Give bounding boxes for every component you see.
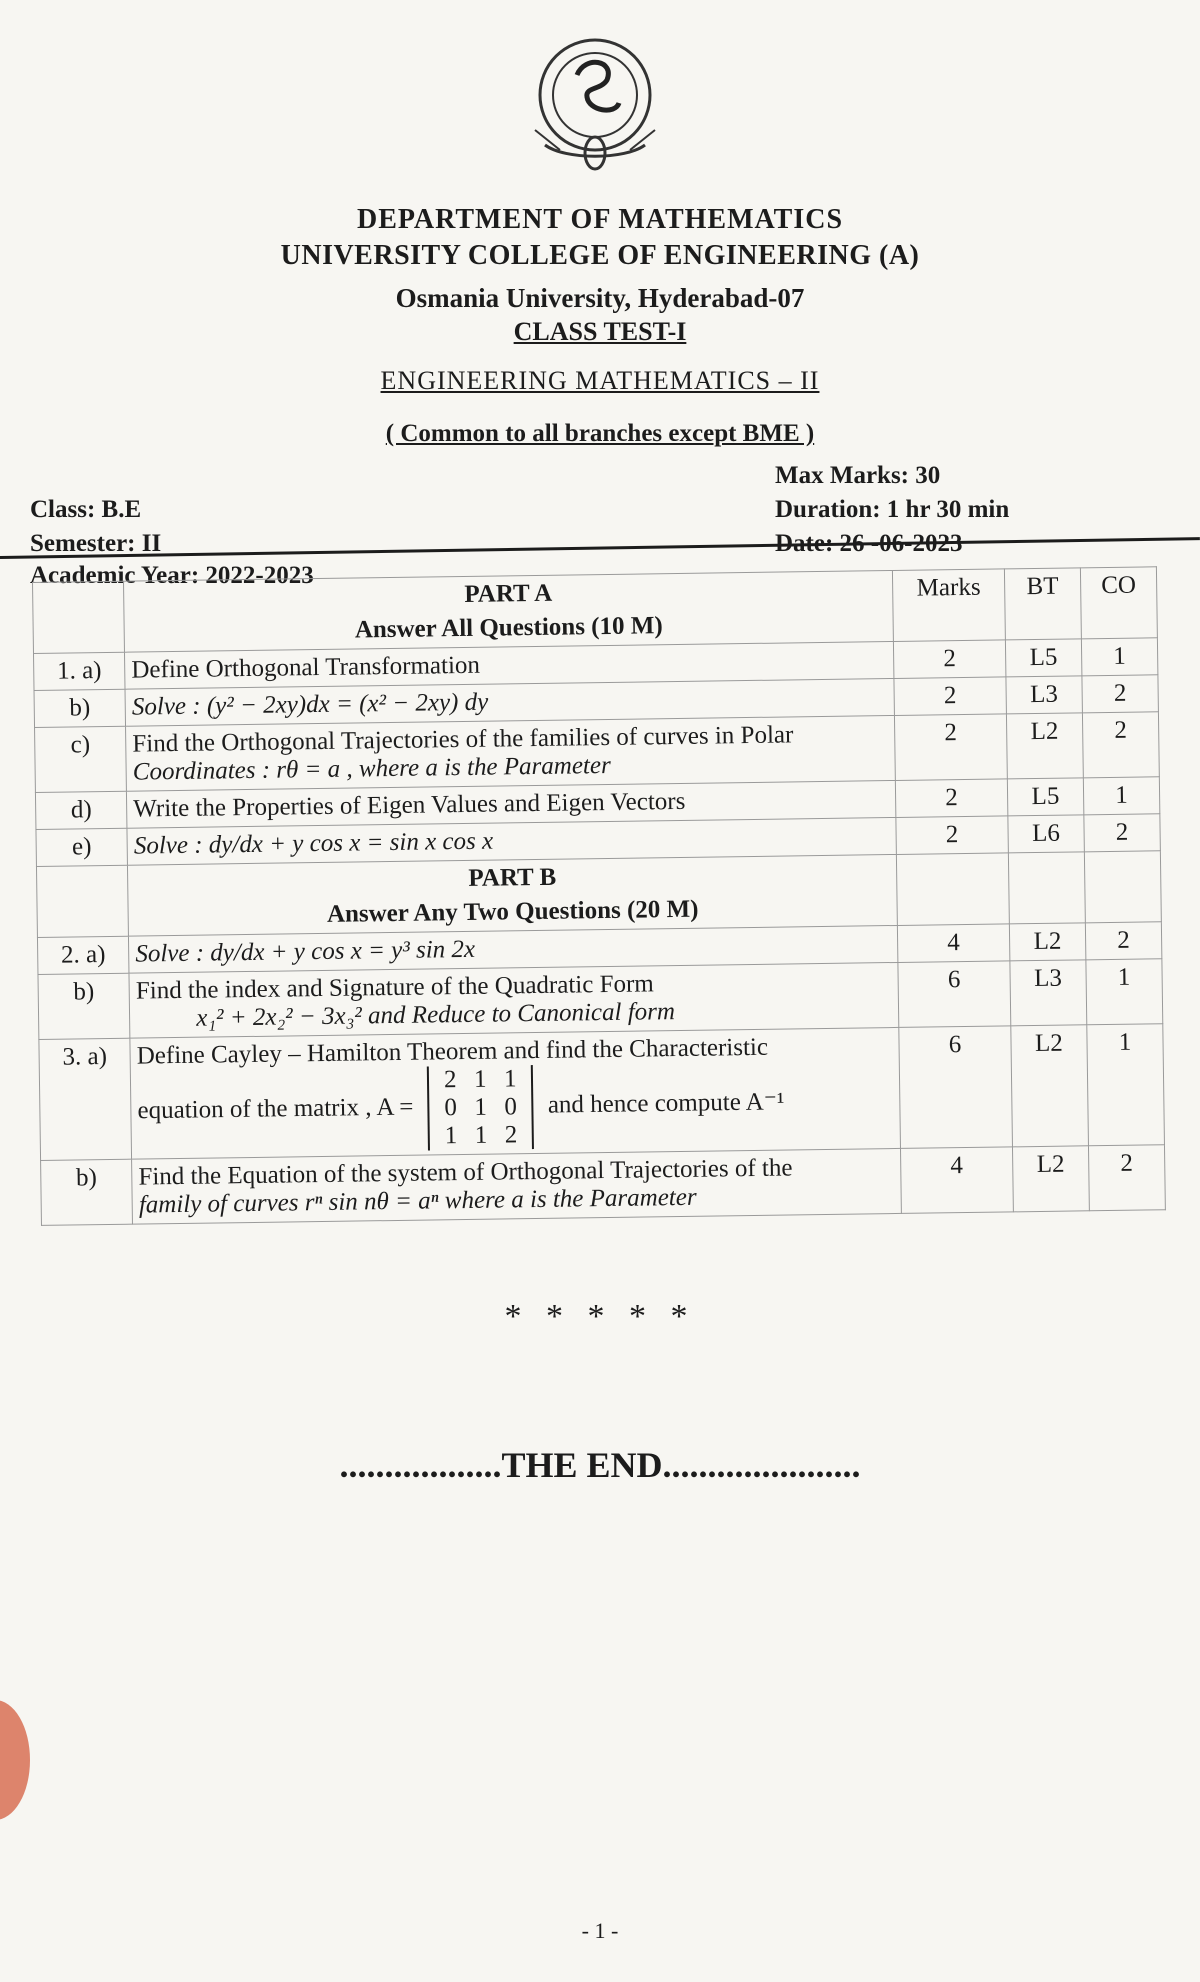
matrix-a — [427, 1065, 534, 1150]
question-number: d) — [35, 791, 127, 829]
question-number: b) — [41, 1159, 133, 1225]
part-b-heading — [128, 854, 898, 936]
question-text: Find the Equation of the system of Orthogonal Trajectories of the — [138, 1154, 793, 1191]
page-number: - 1 - — [581, 1918, 619, 1943]
max-marks-info: Max Marks: 30 — [775, 462, 941, 489]
question-marks: 4 — [897, 924, 1009, 963]
question-marks: 2 — [896, 816, 1008, 855]
question-number: e) — [36, 828, 128, 866]
question-text-cell — [129, 962, 899, 1038]
matrix-cell: 0 — [444, 1094, 458, 1122]
matrix-cell: 1 — [444, 1122, 458, 1150]
class-info: Class: B.E — [30, 496, 142, 523]
question-bt: L3 — [1006, 676, 1082, 714]
question-co: 2 — [1085, 922, 1162, 960]
part-a-heading — [124, 570, 894, 652]
part-a-instruction: Answer All Questions (10 M) — [354, 612, 663, 644]
matrix-cell: 1 — [503, 1065, 517, 1093]
question-text: Define Orthogonal Transformation — [125, 641, 894, 689]
end-stars: * * * * * — [504, 1298, 696, 1335]
question-bt: L5 — [1005, 639, 1081, 677]
matrix-cell: 1 — [473, 1065, 487, 1093]
question-bt: L2 — [1011, 1025, 1089, 1147]
duration-info: Duration: 1 hr 30 min — [775, 496, 1010, 523]
part-b-instruction: Answer Any Two Questions (20 M) — [326, 895, 699, 928]
matrix-cell: 0 — [504, 1093, 518, 1121]
question-text-line2: Coordinates : rθ = a , where a is the Parameter — [132, 751, 611, 786]
question-marks: 4 — [901, 1147, 1014, 1214]
question-marks: 2 — [894, 677, 1006, 716]
table-cell — [1008, 852, 1085, 924]
question-number: b) — [38, 973, 130, 1039]
question-number: b) — [34, 689, 126, 727]
question-text-cell — [126, 715, 896, 791]
college-title: UNIVERSITY COLLEGE OF ENGINEERING (A) — [280, 240, 920, 271]
university-title: Osmania University, Hyderabad-07 — [395, 283, 805, 313]
table-cell — [1084, 851, 1161, 923]
thumb-photo-artifact — [0, 1700, 30, 1820]
question-text-cell — [130, 1027, 901, 1159]
question-number: 2. a) — [37, 936, 129, 974]
question-bt: L3 — [1010, 960, 1087, 1026]
question-co: 1 — [1087, 1024, 1165, 1146]
question-text: Write the Properties of Eigen Values and Eigen Vectors — [127, 780, 896, 828]
question-number: 3. a) — [39, 1038, 132, 1160]
question-text: Solve : dy/dx + y cos x = sin x cos x — [127, 817, 896, 865]
header-divider — [0, 537, 1200, 559]
question-co: 2 — [1082, 675, 1159, 713]
question-marks: 6 — [899, 1026, 1013, 1149]
part-a-title: PART A — [464, 579, 553, 608]
question-text: Find the index and Signature of the Quadratic Form — [135, 970, 654, 1005]
question-marks: 2 — [895, 779, 1007, 818]
question-marks: 6 — [898, 961, 1011, 1028]
question-bt: L2 — [1009, 923, 1085, 961]
question-text: Define Cayley – Hamilton Theorem and find the Characteristic — [136, 1033, 769, 1070]
question-number: 1. a) — [33, 652, 125, 690]
question-text-line2: family of curves rⁿ sin nθ = aⁿ where a is the Parameter — [138, 1183, 697, 1219]
question-co: 1 — [1086, 959, 1163, 1025]
question-text: Find the Orthogonal Trajectories of the families of curves in Polar — [132, 721, 794, 758]
question-text: Solve : dy/dx + y cos x = y³ sin 2x — [129, 925, 898, 973]
semester-info: Semester: II — [30, 530, 162, 557]
question-text-line2b: and hence compute A⁻¹ — [547, 1088, 785, 1119]
table-cell — [33, 581, 125, 653]
question-bt: L5 — [1007, 778, 1083, 816]
question-text-cell — [132, 1148, 902, 1224]
question-bt: L6 — [1008, 815, 1084, 853]
question-text-line2a: equation of the matrix , A = — [137, 1093, 414, 1125]
part-b-title: PART B — [468, 863, 557, 892]
bt-column-header: BT — [1004, 568, 1081, 640]
question-bt: L2 — [1006, 713, 1083, 779]
university-seal-logo — [515, 25, 675, 185]
question-number: c) — [35, 726, 127, 792]
question-co: 2 — [1082, 712, 1159, 778]
co-column-header: CO — [1080, 567, 1157, 639]
question-marks: 2 — [893, 640, 1005, 679]
the-end-text: ..................THE END...................... — [339, 1445, 861, 1485]
question-co: 1 — [1083, 777, 1160, 815]
department-title: DEPARTMENT OF MATHEMATICS — [356, 204, 844, 235]
marks-column-header: Marks — [892, 569, 1005, 642]
table-cell — [36, 865, 128, 937]
matrix-cell: 2 — [504, 1121, 518, 1149]
question-text-line2: x₁² + 2x₂² − 3x₃² and Reduce to Canonical form — [196, 998, 676, 1032]
table-row — [39, 1024, 1165, 1161]
academic-year-info: Academic Year: 2022-2023 — [30, 562, 314, 589]
question-bt: L2 — [1012, 1146, 1089, 1212]
matrix-cell: 1 — [474, 1093, 488, 1121]
matrix-cell: 2 — [443, 1066, 457, 1094]
common-note: ( Common to all branches except BME ) — [385, 420, 815, 447]
test-title: CLASS TEST-I — [513, 317, 687, 346]
subject-title: ENGINEERING MATHEMATICS – II — [380, 366, 820, 395]
question-text: Solve : (y² − 2xy)dx = (x² − 2xy) dy — [125, 678, 894, 726]
question-co: 2 — [1084, 814, 1161, 852]
question-co: 2 — [1088, 1145, 1165, 1211]
question-co: 1 — [1081, 638, 1158, 676]
matrix-cell: 1 — [474, 1121, 488, 1149]
question-marks: 2 — [894, 714, 1007, 781]
table-cell — [896, 853, 1009, 926]
question-table — [32, 566, 1166, 1226]
